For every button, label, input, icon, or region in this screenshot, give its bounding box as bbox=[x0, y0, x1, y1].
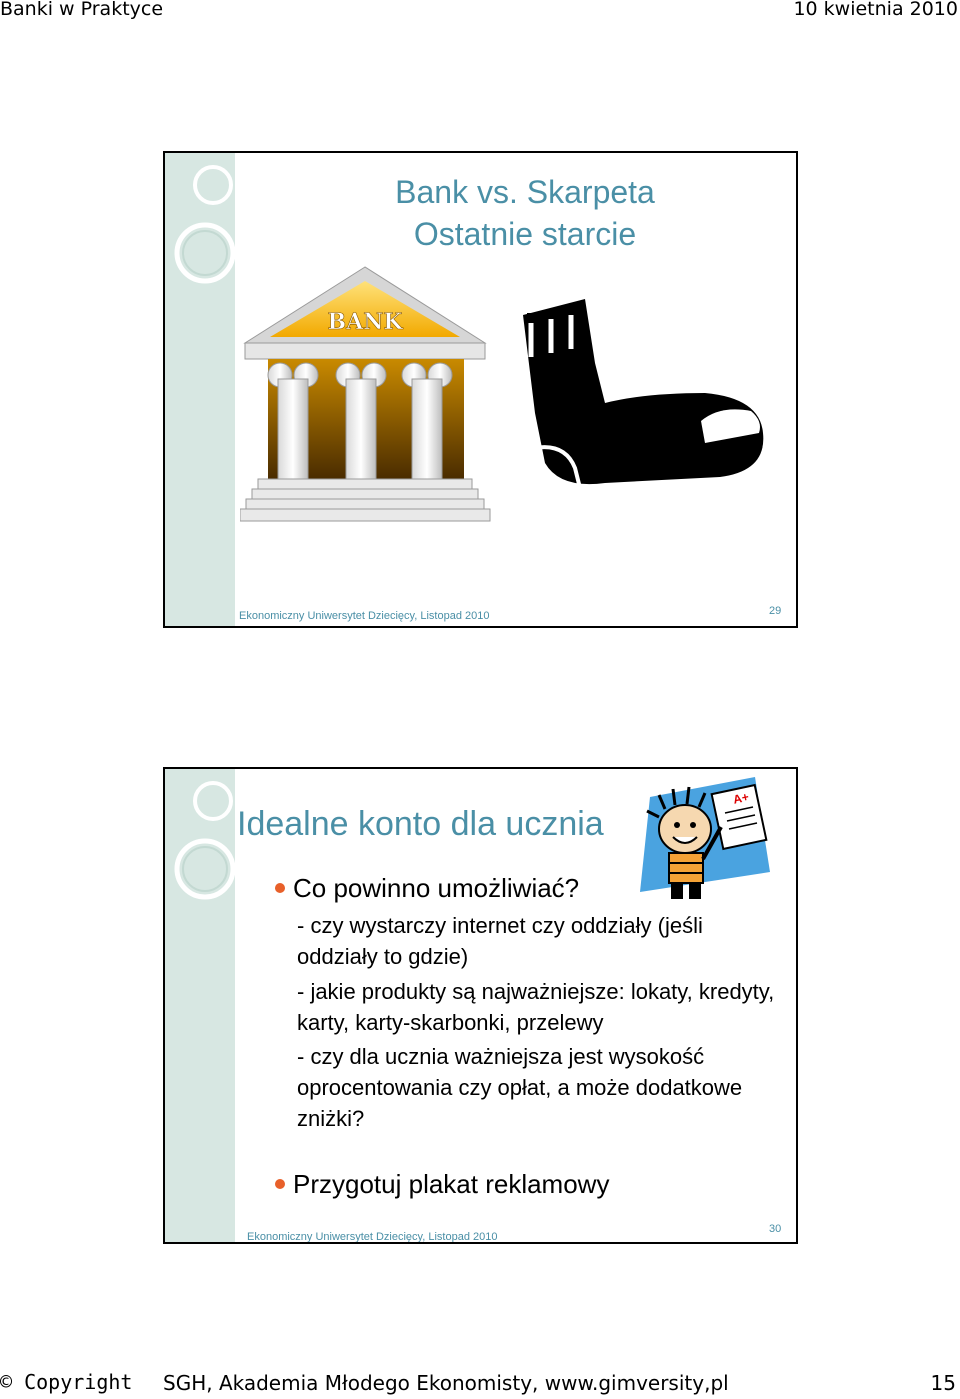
decorative-circles bbox=[165, 769, 235, 1242]
title-line-2: Ostatnie starcie bbox=[413, 216, 637, 252]
slide-footer: Ekonomiczny Uniwersytet Dziecięcy, Listopad 2010 bbox=[239, 610, 490, 622]
copyright-label: © Copyright bbox=[0, 1370, 133, 1394]
decorative-circles bbox=[165, 153, 235, 626]
bank-building-image bbox=[240, 263, 500, 543]
bullet-text: Przygotuj plakat reklamowy bbox=[293, 1169, 610, 1199]
slide-side-strip bbox=[165, 153, 235, 626]
bullet-text: Co powinno umożliwiać? bbox=[293, 873, 580, 903]
bullet-dot bbox=[275, 883, 285, 893]
bullet-dot bbox=[275, 1179, 285, 1189]
slide-number: 30 bbox=[769, 1223, 782, 1235]
slide-30 bbox=[163, 767, 798, 1244]
slide-title: Idealne konto dla ucznia bbox=[237, 805, 604, 843]
document-header-date: 10 kwietnia 2010 bbox=[793, 0, 958, 20]
sub-item-3: - czy dla ucznia ważniejsza jest wysokość oprocentowania czy opłat, a może dodatkowe zniżki? bbox=[297, 1044, 743, 1131]
bullet-item-2 bbox=[275, 1169, 609, 1200]
grade-text: A+ bbox=[731, 789, 751, 807]
slide-number: 29 bbox=[769, 605, 782, 617]
sub-item-1: - czy wystarczy internet czy oddziały (jeśli oddziały to gdzie) bbox=[297, 913, 703, 969]
document-footer bbox=[0, 1370, 960, 1398]
slide-side-strip bbox=[165, 769, 235, 1242]
page-number: 15 bbox=[930, 1371, 956, 1395]
copyright-text: SGH, Akademia Młodego Ekonomisty, www.gimversity,pl bbox=[163, 1371, 729, 1395]
sub-item-2: - jakie produkty są najważniejsze: lokaty, kredyty, karty, karty-skarbonki, przelewy bbox=[297, 979, 775, 1035]
title-line-1: Bank vs. Skarpeta bbox=[395, 174, 655, 210]
sock-image bbox=[505, 293, 775, 493]
bullet-item-1 bbox=[275, 873, 579, 904]
document-header-title: Banki w Praktyce bbox=[0, 0, 164, 20]
bank-sign-text: BANK bbox=[327, 309, 403, 335]
student-clipart-image bbox=[635, 777, 775, 907]
slide-title bbox=[305, 171, 745, 255]
slide-footer: Ekonomiczny Uniwersytet Dziecięcy, Listopad 2010 bbox=[247, 1231, 498, 1243]
slide-29 bbox=[163, 151, 798, 628]
